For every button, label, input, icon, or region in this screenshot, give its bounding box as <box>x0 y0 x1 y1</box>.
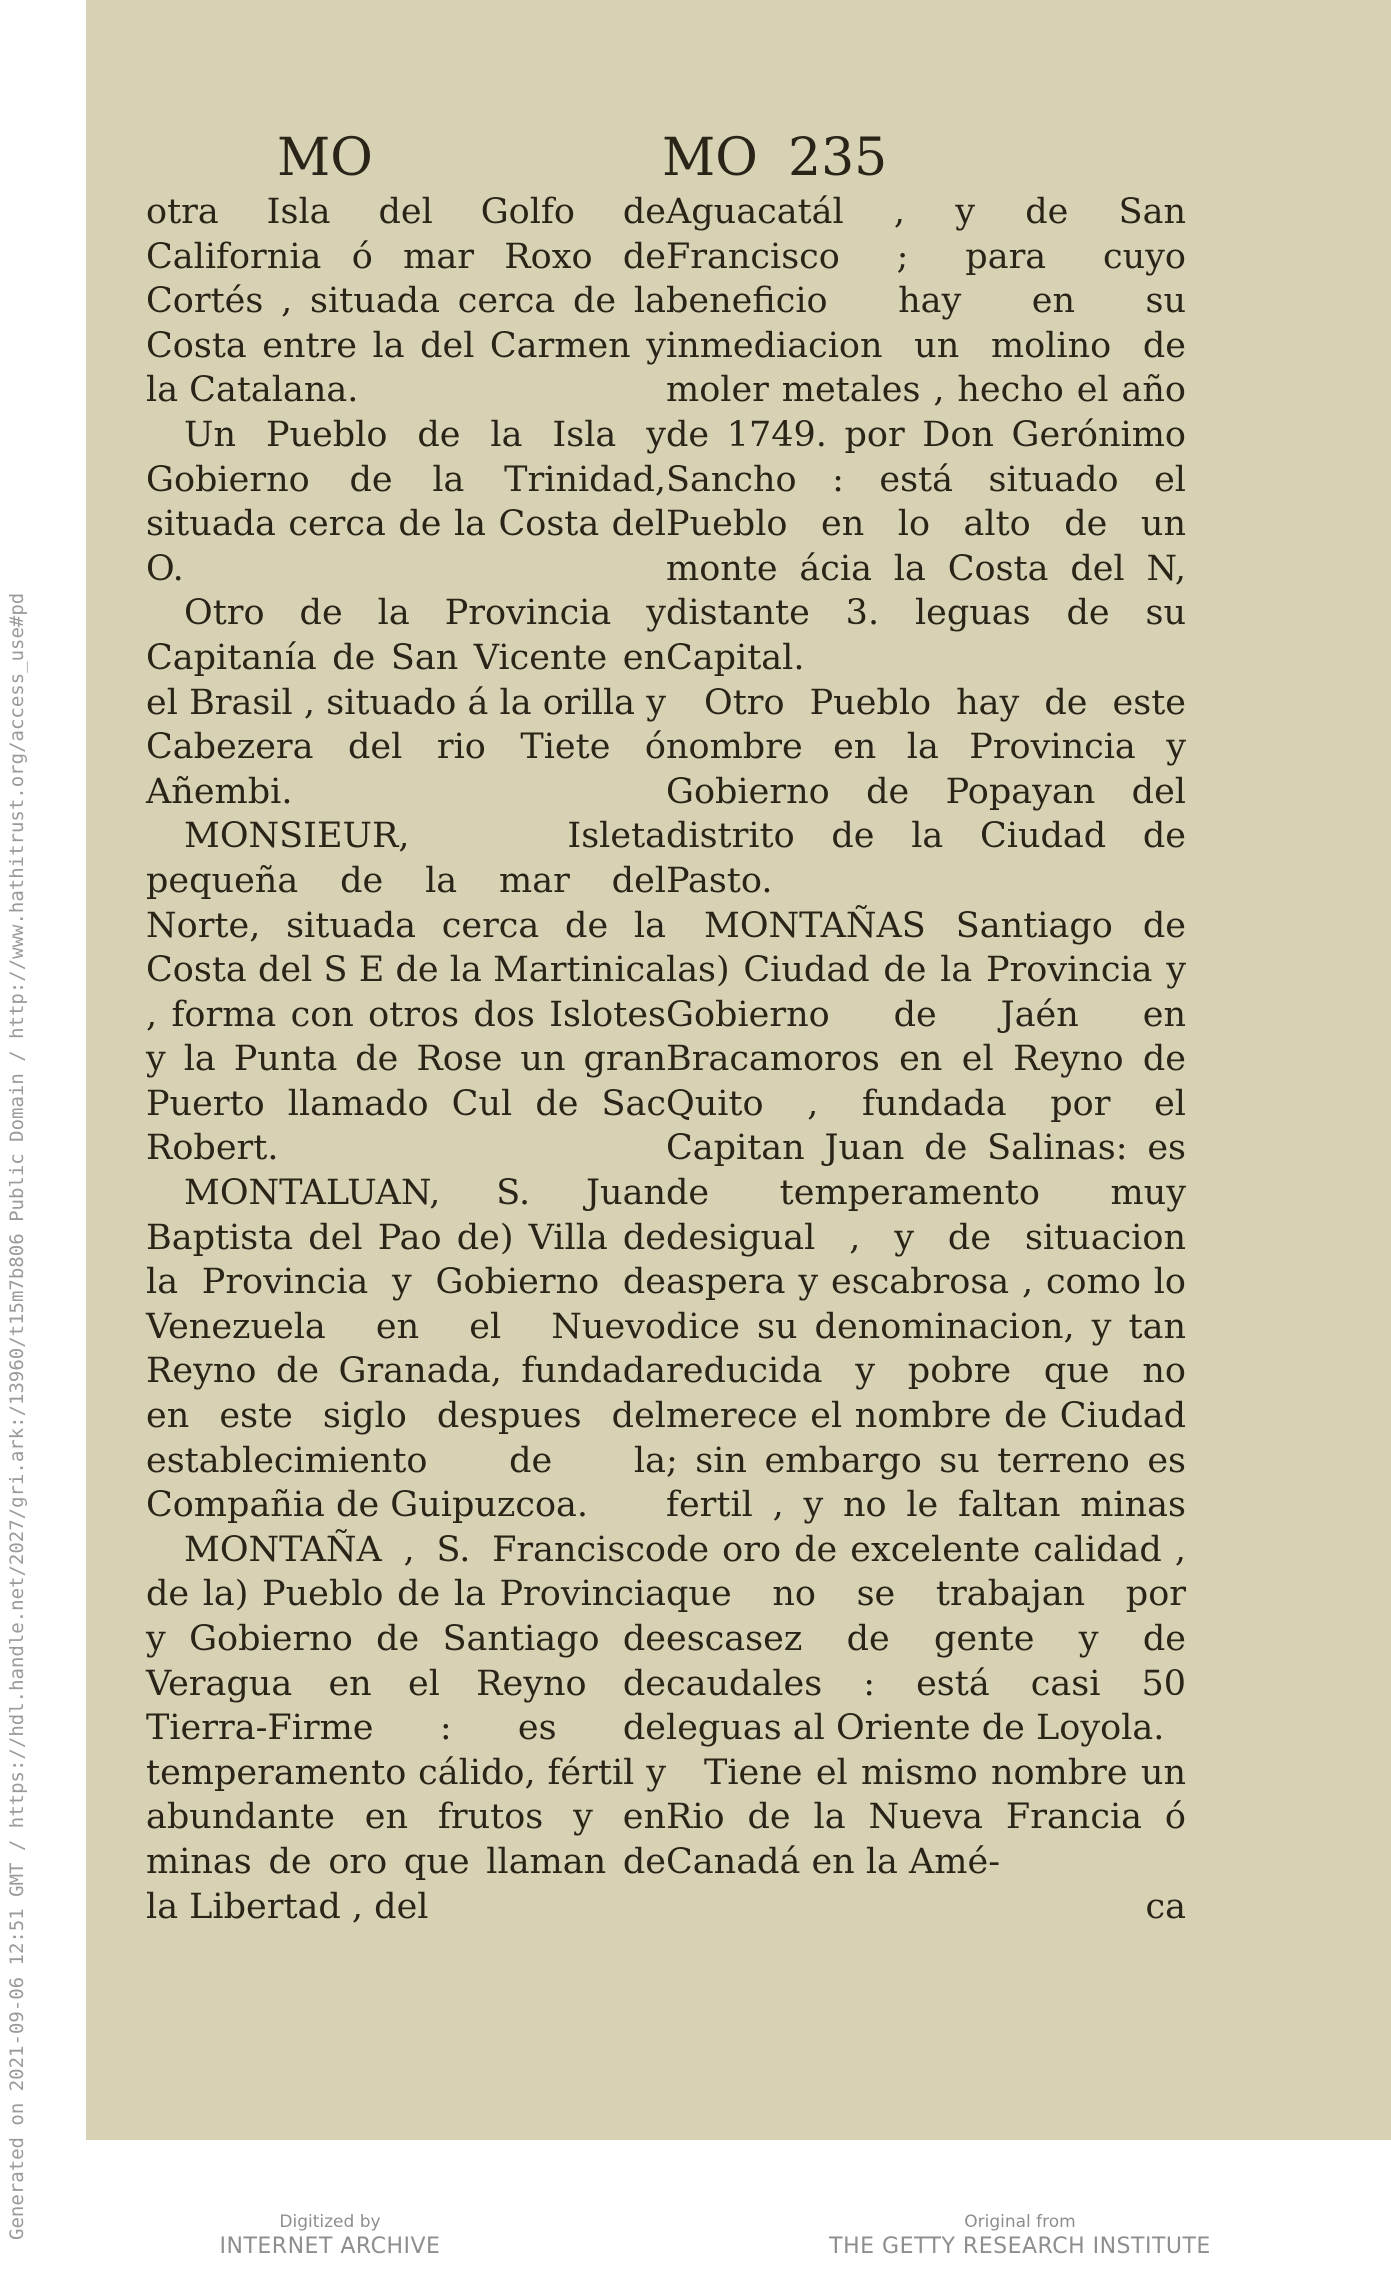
paragraph: Otro de la Provincia y Capitanía de San Vicente en el Brasil , situado á la orilla y Cabezera del rio Tiete ó Añembi. <box>146 593 666 812</box>
original-from-label: Original from <box>964 2212 1076 2232</box>
original-from-credit <box>820 2212 1220 2259</box>
dictionary-entry: MONTAÑA , S. Francisco de la) Pueblo de la Provincia y Gobierno de Santiago de Veragua en el Reyno de Tierra-Firme : es de temperamento cálido, fértil y abundante en frutos y en minas de oro que llaman de la Libertad , del <box>146 1529 666 1927</box>
left-guide-word: MO <box>277 128 373 188</box>
dictionary-entry: MONSIEUR, Isleta pequeña de la mar del Norte, situada cerca de la Costa del S E de la Martinica , forma con otros dos Islotes y la Punta de Rose un gran Puerto llamado Cul de Sac Robert. <box>146 816 666 1169</box>
getty-institute-label: THE GETTY RESEARCH INSTITUTE <box>829 2234 1211 2259</box>
left-column <box>146 190 666 1929</box>
paragraph: Tiene el mismo nombre un Rio de la Nueva Francia ó Canadá en la Amé- <box>666 1752 1186 1882</box>
page-number: 235 <box>788 128 888 188</box>
paragraph: Otro Pueblo hay de este nombre en la Provincia y Gobierno de Popayan del distrito de la Ciudad de Pasto. <box>666 682 1186 901</box>
paragraph: Aguacatál , y de San Francisco ; para cuyo beneficio hay en su inmediacion un molino de moler metales , hecho el año de 1749. por Don Gerónimo Sancho : está situado el Pueblo en lo alto de un monte ácia la Costa del N, distante 3. leguas de su Capital. <box>666 192 1186 678</box>
running-header <box>86 128 1391 198</box>
right-guide-word: MO <box>662 128 758 188</box>
right-column <box>666 190 1186 1929</box>
paragraph: otra Isla del Golfo de California ó mar Roxo de Cortés , situada cerca de la Costa entre la del Carmen y la Catalana. <box>146 192 666 411</box>
book-page <box>86 0 1391 2140</box>
access-watermark <box>0 592 60 2245</box>
digitized-by-label: Digitized by <box>279 2212 381 2232</box>
paragraph: Un Pueblo de la Isla y Gobierno de la Trinidad, situada cerca de la Costa del O. <box>146 414 666 589</box>
internet-archive-label: INTERNET ARCHIVE <box>219 2234 441 2259</box>
digitized-by-credit <box>175 2212 485 2259</box>
catchword: ca <box>1145 1886 1186 1927</box>
digitization-footer <box>0 2212 1391 2272</box>
dictionary-entry: MONTALUAN, S. Juan Baptista del Pao de) Villa de la Provincia y Gobierno de Venezuela en el Nuevo Reyno de Granada, fundada en este siglo despues del establecimiento de la Compañia de Guipuzcoa. <box>146 1173 666 1526</box>
access-watermark-text: Generated on 2021-09-06 12:51 GMT / https://hdl.handle.net/2027/gri.ark:/13960/t15m7b806 Public Domain / http://www.hathitrust.org/access_use#pd <box>6 592 28 2240</box>
dictionary-entry: MONTAÑAS Santiago de las) Ciudad de la Provincia y Gobierno de Jaén en Bracamoros en el Reyno de Quito , fundada por el Capitan Juan de Salinas: es de temperamento muy desigual , y de situacion aspera y escabrosa , como lo dice su denominacion, y tan reducida y pobre que no merece el nombre de Ciudad ; sin embargo su terreno es fertil , y no le faltan minas de oro de excelente calidad , que no se trabajan por escasez de gente y de caudales : está casi 50 leguas al Oriente de Loyola. <box>666 905 1186 1749</box>
